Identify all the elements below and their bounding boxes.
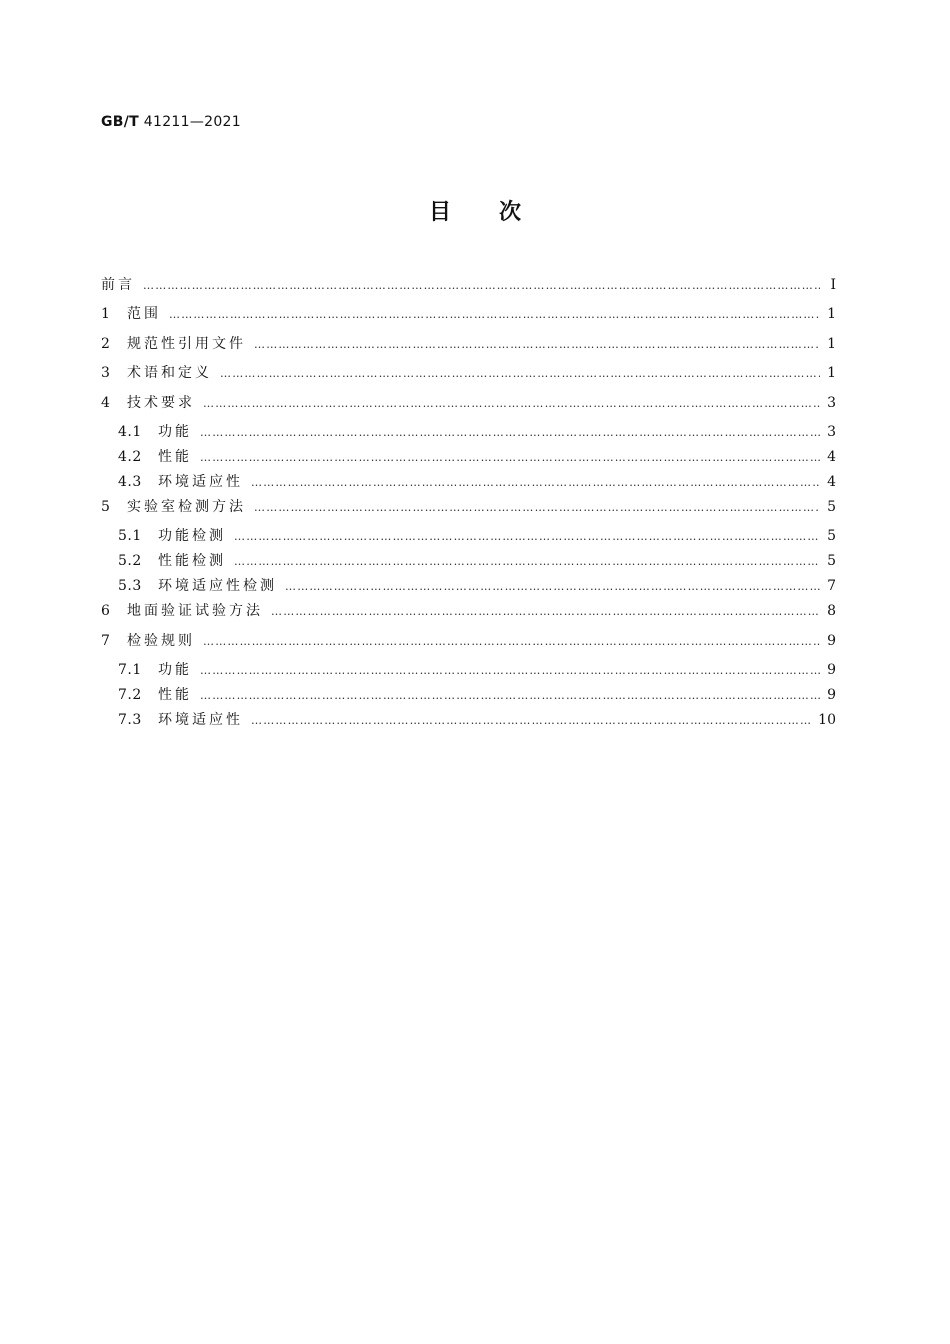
toc-entry-page: 5 xyxy=(827,553,836,570)
toc-leader-dots xyxy=(200,684,820,708)
toc-leader-dots xyxy=(220,362,820,386)
toc-leader-dots xyxy=(143,274,820,298)
toc-subentry[interactable] xyxy=(101,445,836,470)
toc-entry-label: 功能检测 xyxy=(158,528,226,545)
toc-entry[interactable] xyxy=(101,599,836,628)
table-of-contents xyxy=(101,273,836,733)
toc-entry-page: 9 xyxy=(827,662,836,679)
toc-entry-label: 环境适应性 xyxy=(158,712,243,729)
title-char: 次 xyxy=(499,200,522,225)
toc-entry[interactable] xyxy=(101,302,836,331)
toc-entry-number: 7.1 xyxy=(118,662,142,679)
toc-entry-label: 检验规则 xyxy=(127,632,195,649)
toc-entry[interactable] xyxy=(101,361,836,390)
toc-entry-label: 实验室检测方法 xyxy=(127,498,246,515)
toc-entry-label: 前言 xyxy=(101,277,135,293)
toc-leader-dots xyxy=(254,333,820,357)
standard-prefix: GB/T xyxy=(101,114,140,130)
toc-subentry[interactable] xyxy=(101,420,836,445)
toc-entry-page: 1 xyxy=(827,365,836,382)
toc-entry-page: 5 xyxy=(827,498,836,515)
toc-subentry[interactable] xyxy=(101,574,836,599)
toc-entry-number: 5 xyxy=(101,498,111,515)
toc-entry-number: 4.3 xyxy=(118,473,142,490)
toc-entry-number: 7 xyxy=(101,632,111,649)
toc-entry-page: 3 xyxy=(827,394,836,411)
toc-entry-page: 9 xyxy=(827,687,836,704)
toc-entry-number: 4 xyxy=(101,394,111,411)
toc-entry-page: 1 xyxy=(827,335,836,352)
toc-entry-page: 4 xyxy=(827,473,836,490)
toc-leader-dots xyxy=(251,471,820,495)
toc-subentry[interactable] xyxy=(101,470,836,495)
toc-subentry[interactable] xyxy=(101,524,836,549)
toc-leader-dots xyxy=(254,496,820,520)
toc-entry-label: 性能 xyxy=(158,687,192,704)
toc-entry-number: 6 xyxy=(101,603,111,620)
toc-entry-number: 7.3 xyxy=(118,712,142,729)
toc-entry-page: 7 xyxy=(827,578,836,595)
standard-number: 41211—2021 xyxy=(143,114,241,130)
toc-entry-label: 技术要求 xyxy=(127,394,195,411)
page-title xyxy=(0,195,950,226)
toc-entry-label: 术语和定义 xyxy=(127,365,212,382)
toc-entry-number: 4.2 xyxy=(118,448,142,465)
toc-entry-label: 性能 xyxy=(158,448,192,465)
toc-entry-page: 10 xyxy=(818,712,836,729)
toc-leader-dots xyxy=(234,550,820,574)
toc-entry-number: 3 xyxy=(101,365,111,382)
toc-leader-dots xyxy=(200,659,820,683)
toc-entry-page: 5 xyxy=(827,528,836,545)
toc-entry-label: 功能 xyxy=(158,662,192,679)
standard-code xyxy=(101,114,241,130)
toc-leader-dots xyxy=(271,600,820,624)
toc-entry-page: 9 xyxy=(827,632,836,649)
toc-entry-page: 3 xyxy=(827,423,836,440)
toc-entry[interactable] xyxy=(101,332,836,361)
toc-leader-dots xyxy=(203,630,820,654)
toc-entry-label: 地面验证试验方法 xyxy=(127,603,263,620)
toc-subentry[interactable] xyxy=(101,708,836,733)
toc-entry-number: 2 xyxy=(101,335,111,352)
toc-entry-number: 4.1 xyxy=(118,423,142,440)
toc-entry[interactable] xyxy=(101,273,836,302)
toc-entry-label: 环境适应性检测 xyxy=(158,578,277,595)
toc-leader-dots xyxy=(203,392,820,416)
toc-entry[interactable] xyxy=(101,495,836,524)
toc-entry-number: 5.2 xyxy=(118,553,142,570)
toc-leader-dots xyxy=(200,421,820,445)
toc-entry-label: 功能 xyxy=(158,423,192,440)
toc-leader-dots xyxy=(285,575,820,599)
toc-entry-page: 4 xyxy=(827,448,836,465)
toc-leader-dots xyxy=(251,709,812,733)
toc-entry-page: Ⅰ xyxy=(830,277,836,293)
toc-entry[interactable] xyxy=(101,391,836,420)
toc-leader-dots xyxy=(200,446,820,470)
toc-leader-dots xyxy=(234,525,820,549)
toc-entry-number: 5.1 xyxy=(118,528,142,545)
toc-entry-label: 规范性引用文件 xyxy=(127,335,246,352)
toc-entry-number: 1 xyxy=(101,306,111,323)
toc-entry[interactable] xyxy=(101,629,836,658)
toc-subentry[interactable] xyxy=(101,658,836,683)
toc-subentry[interactable] xyxy=(101,683,836,708)
title-char: 目 xyxy=(428,200,451,225)
toc-entry-label: 性能检测 xyxy=(158,553,226,570)
toc-leader-dots xyxy=(169,303,820,327)
toc-entry-page: 1 xyxy=(827,306,836,323)
toc-entry-number: 5.3 xyxy=(118,578,142,595)
toc-entry-page: 8 xyxy=(827,603,836,620)
toc-subentry[interactable] xyxy=(101,549,836,574)
toc-entry-number: 7.2 xyxy=(118,687,142,704)
toc-entry-label: 环境适应性 xyxy=(158,473,243,490)
toc-entry-label: 范围 xyxy=(127,306,161,323)
